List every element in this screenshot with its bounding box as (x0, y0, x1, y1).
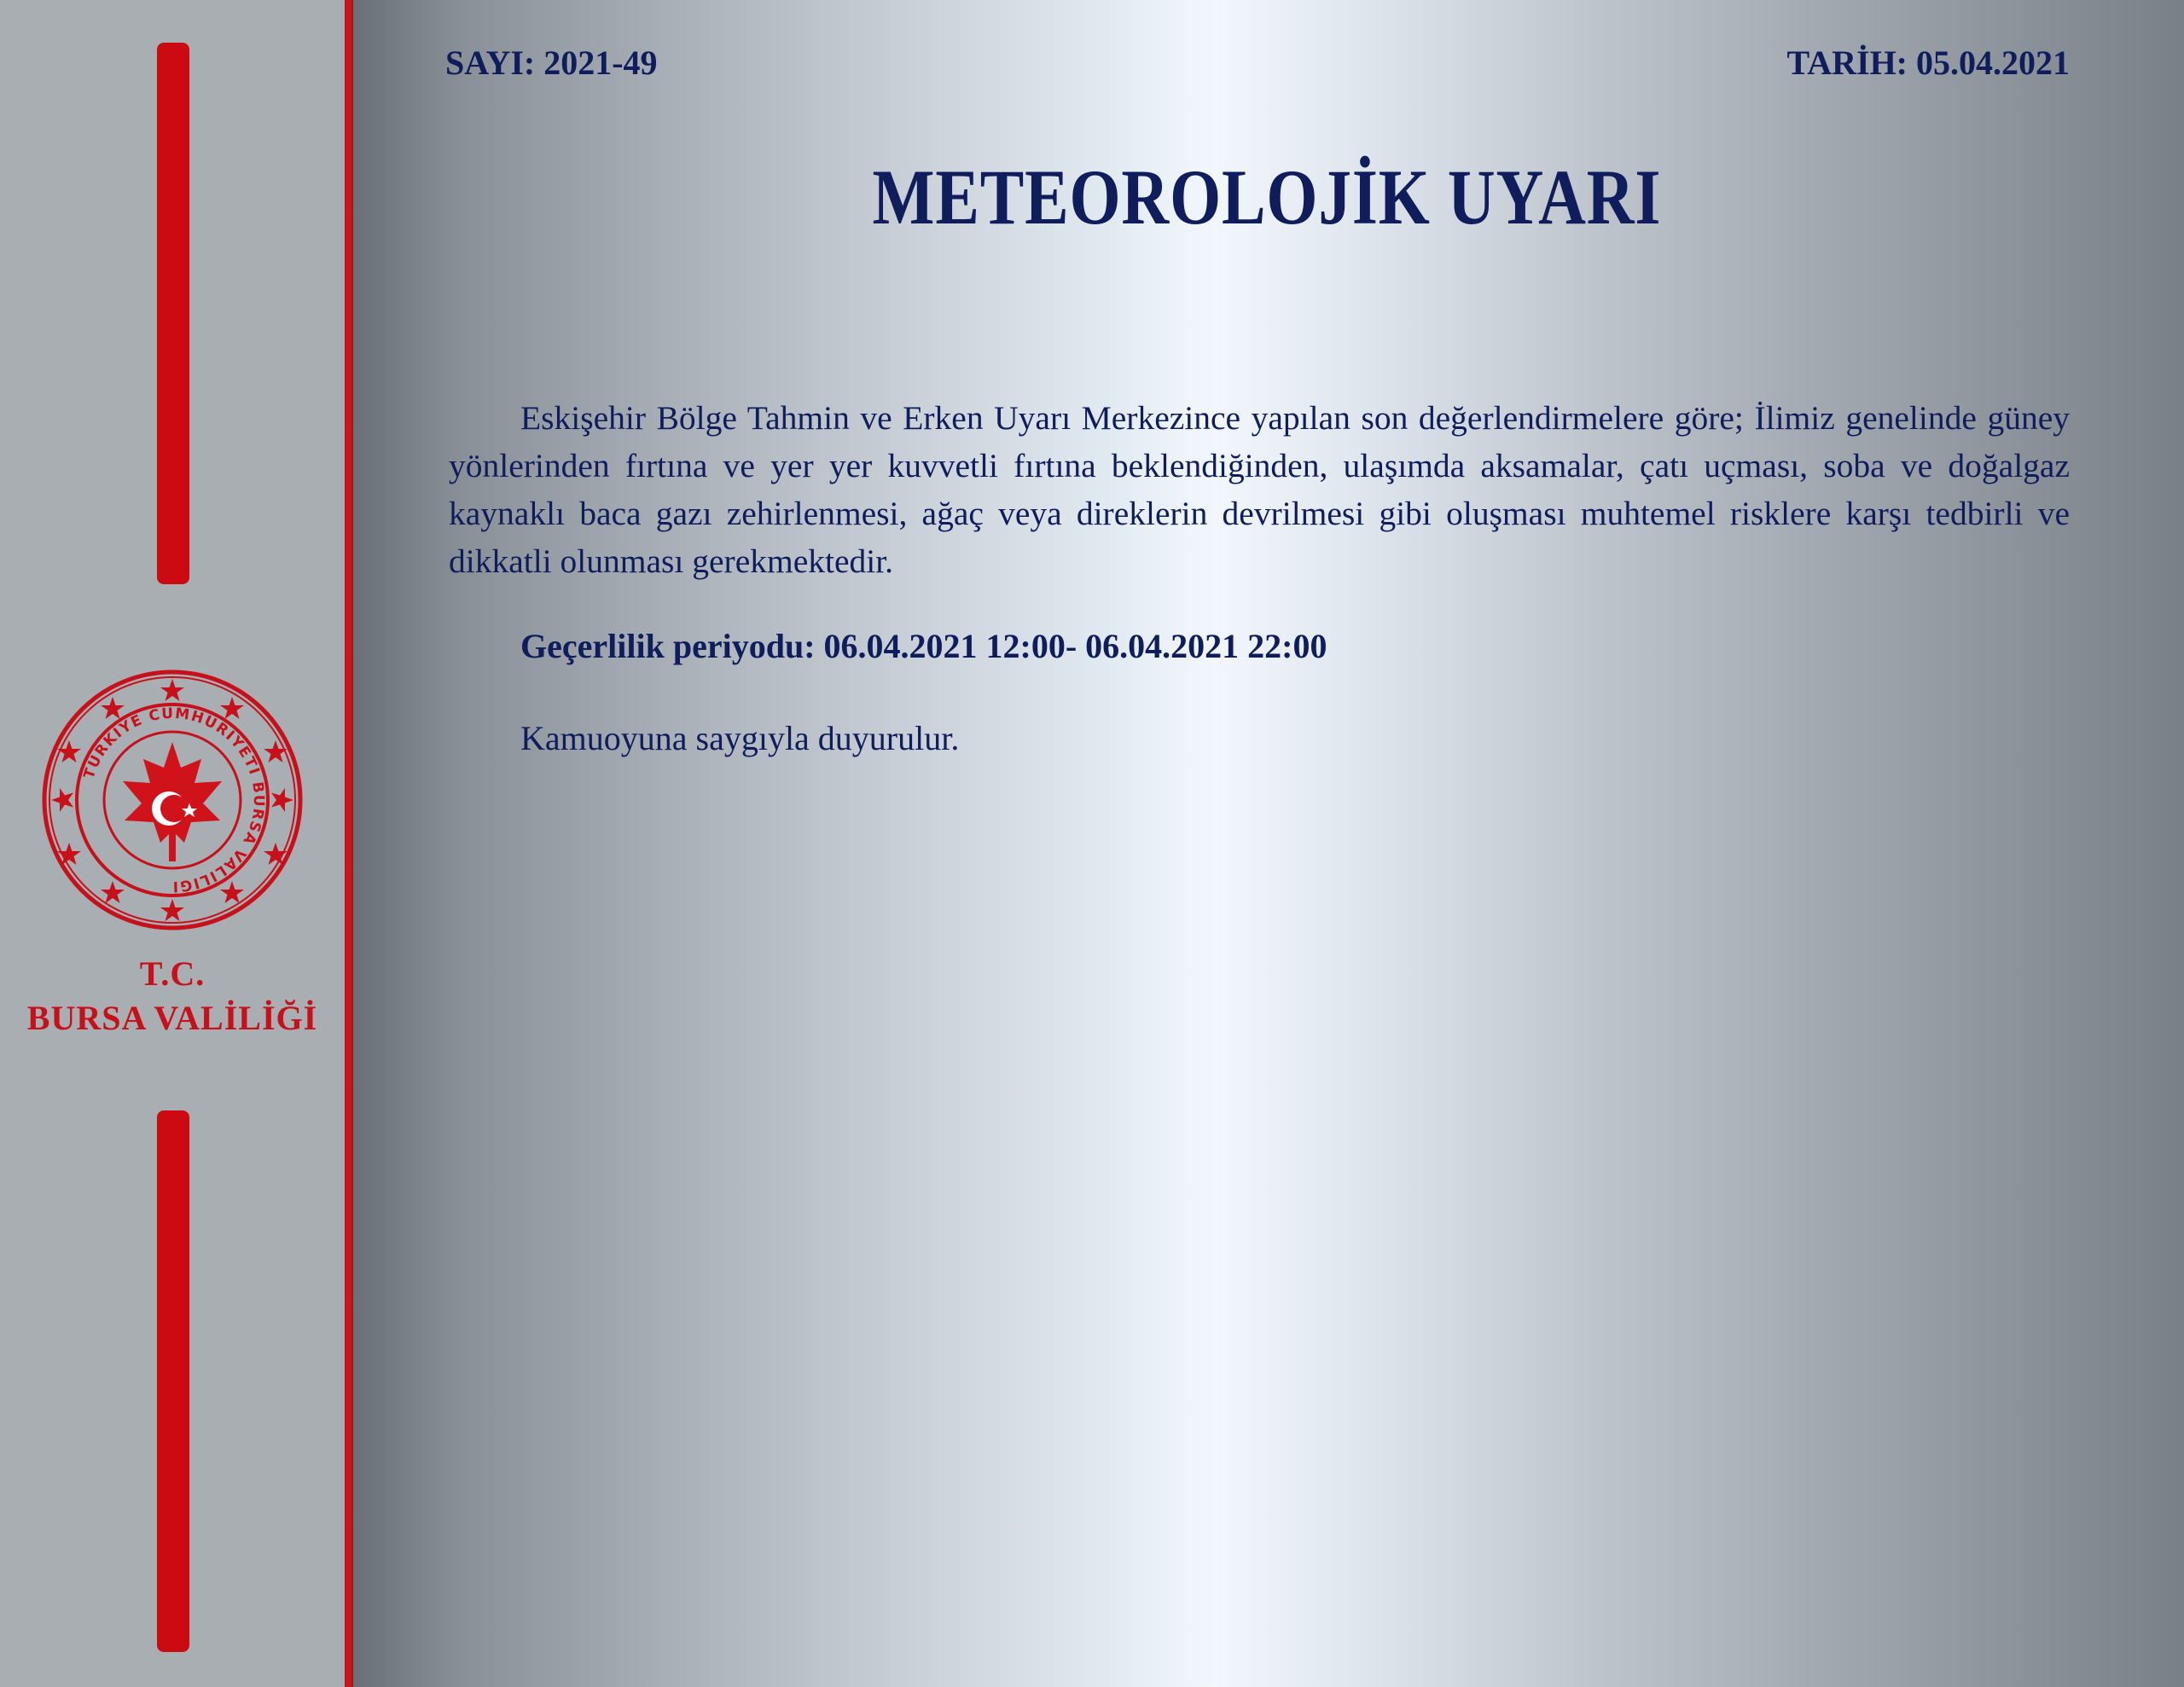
validity-period: Geçerlilik periyodu: 06.04.2021 12:00- 06.04.2021 22:00 (520, 627, 1327, 665)
org-name-bursa-valiligi: BURSA VALİLİĞİ (26, 999, 318, 1037)
document-date: TARİH: 05.04.2021 (1786, 43, 2070, 82)
page-title: METEOROLOJİK UYARI (872, 154, 1662, 241)
red-divider-line (345, 0, 353, 1687)
warning-paragraph: Eskişehir Bölge Tahmin ve Erken Uyarı Merkezince yapılan son değerlendirmelere göre; İlimiz genelinde güney yönlerinden fırtına ve yer yer kuvvetli fırtına beklendiğinden, ulaşımda aksamalar, çatı uçması, soba ve doğalgaz kaynaklı baca gazı zehirlenmesi, ağaç veya direklerin devrilmesi gibi oluşması muhtemel risklere karşı tedbirli ve dikkatli olunması gerekmektedir. (449, 399, 2070, 580)
document-number: SAYI: 2021-49 (445, 43, 658, 82)
sidebar (0, 0, 345, 1687)
org-name-tc: T.C. (139, 954, 206, 993)
red-bar-top (157, 43, 189, 584)
red-bar-bottom (157, 1110, 189, 1652)
document-body (353, 0, 2184, 1687)
bursa-valiligi-seal-icon (39, 667, 305, 933)
closing-statement: Kamuoyuna saygıyla duyurulur. (520, 719, 960, 757)
seal-text: TÜRKİYE CUMHURİYETİ BURSA VALİLİĞİ (80, 704, 268, 896)
